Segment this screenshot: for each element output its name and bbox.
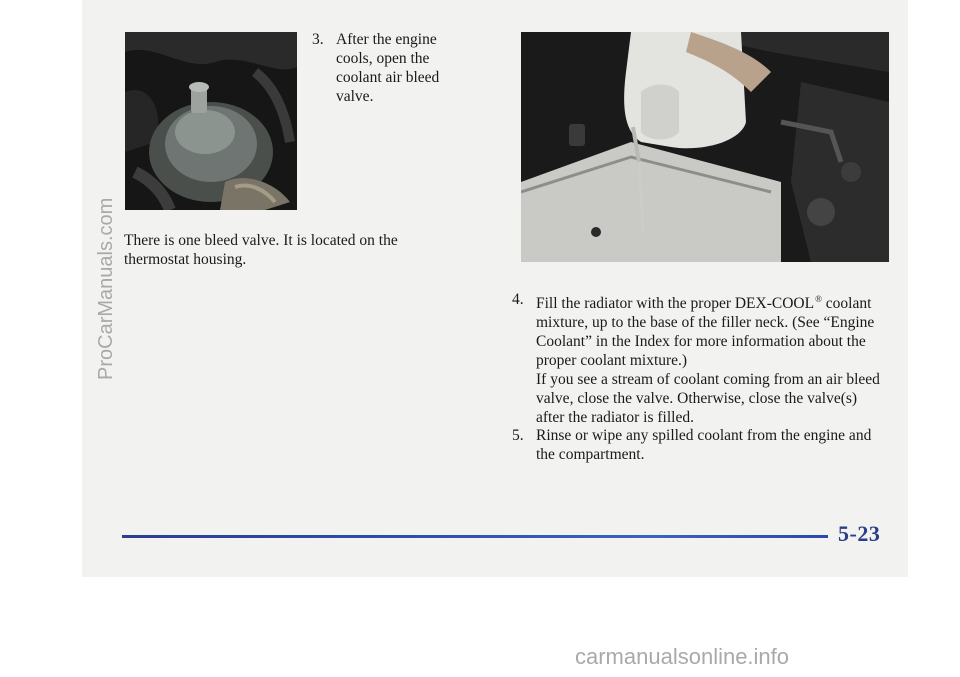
step-3-number: 3. (312, 31, 324, 48)
step-4-note: If you see a stream of coolant coming from an air bleed valve, close the valve. Otherwise, close the valve(s) after the radiator is filled. (536, 371, 880, 426)
step-4-text-main: Fill the radiator with the proper DEX-COOL (536, 295, 815, 312)
filling-radiator-photo (521, 32, 889, 262)
registered-mark: ® (815, 294, 822, 304)
watermark-carmanualsonline: carmanualsonline.info (575, 644, 790, 669)
step-3-text: After the engine cools, open the coolant air bleed valve. (336, 31, 440, 105)
step-4-text (536, 290, 882, 370)
page-number: 5-23 (838, 521, 881, 546)
bleed-valve-location-text: There is one bleed valve. It is located on the thermostat housing. (124, 232, 398, 268)
footer-rule (122, 535, 828, 538)
step-4-number: 4. (512, 291, 524, 308)
step-5-text: Rinse or wipe any spilled coolant from the engine and the compartment. (536, 427, 872, 463)
watermark-procarmanuals: ProCarManuals.com (95, 197, 117, 380)
step-4-text-rest: coolant mixture, up to the base of the filler neck. (See “Engine Coolant” in the Index for more information about the proper coolant mixture.) (536, 295, 875, 369)
step-5-number: 5. (512, 427, 524, 444)
bleed-valve-photo (125, 32, 297, 210)
